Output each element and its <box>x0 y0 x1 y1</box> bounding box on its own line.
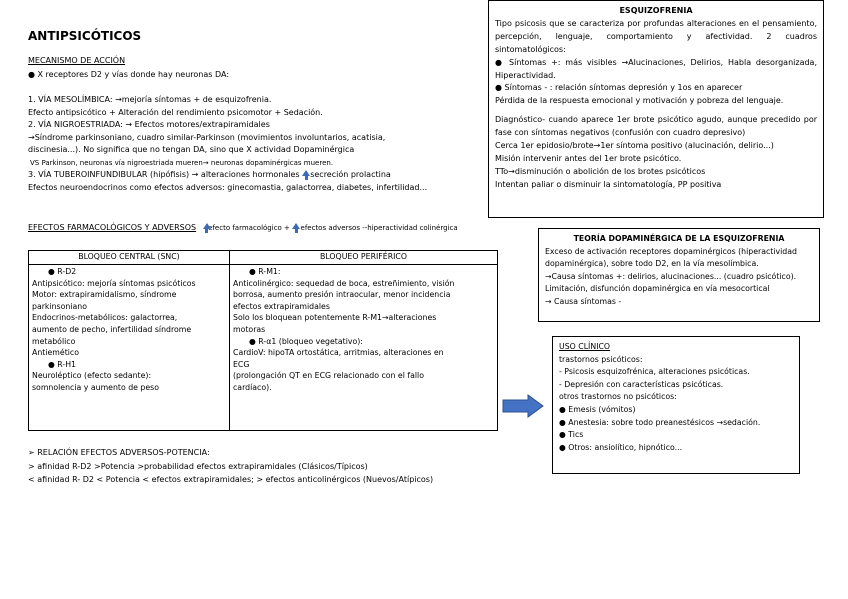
via-line: →Síndrome parkinsoniano, cuadro similar-Parkinson (movimientos involuntarios, acatisia, <box>28 132 386 142</box>
esq-paragraph: Pérdida de la respuesta emocional y motivación y pobreza del lenguaje. <box>495 96 784 106</box>
cell-line: Motor: extrapiramidalismo, síndrome <box>32 290 177 300</box>
uso-clinico-box <box>552 336 800 474</box>
cell-line: Neuroléptico (efecto sedante): <box>32 371 152 381</box>
teoria-title: TEORÍA DOPAMINÉRGICA DE LA ESQUIZOFRENIA <box>573 234 785 243</box>
table-row <box>29 265 498 431</box>
esq-paragraph: Tipo psicosis que se caracteriza por profundas alteraciones en el pensamiento, percepción, lenguaje, comportamiento y afectividad. 2 cuadros sintomatológicos: <box>495 18 817 54</box>
teoria-line: dopaminérgica), sobre todo D2, en la vía mesolímbica. <box>545 259 759 268</box>
efectos-arrow-text2: efectos adversos --hiperactividad colinérgica <box>300 224 458 232</box>
via-3-text-end: secreción prolactina <box>310 170 391 179</box>
up-arrow-icon <box>302 170 308 179</box>
teoria-line: Exceso de activación receptores dopaminérgicos (hiperactividad <box>545 246 797 256</box>
via-3-text: 3. VÍA TUBEROINFUNDIBULAR (hipófisis) → alteraciones hormonales <box>28 170 300 179</box>
via-line: VS Parkinson, neuronas vía nigroestriada mueren→ neuronas dopaminérgicas mueren. <box>30 158 334 167</box>
table-header-row <box>29 251 498 265</box>
cell-line: motoras <box>233 324 266 334</box>
esq-paragraph: Diagnóstico- cuando aparece 1er brote psicótico agudo, aunque precedido por fase con síntomas negativos (confusión con cuadro depresivo) <box>495 115 817 138</box>
uso-line: otros trastornos no psicóticos: <box>559 392 677 402</box>
relacion-line: > afinidad R-D2 >Potencia >probabilidad efectos extrapiramidales (Clásicos/Típicos) <box>28 461 368 471</box>
right-arrow-icon <box>502 394 544 418</box>
cell-line: Antiemético <box>32 348 79 358</box>
efectos-heading-row <box>28 222 458 235</box>
via-line: 1. VÍA MESOLÍMBICA: →mejoría síntomas + de esquizofrenia. <box>28 95 272 104</box>
cell-line: ● R-α1 (bloqueo vegetativo): <box>249 336 363 346</box>
via-line: Efecto antipsicótico + Alteración del rendimiento psicomotor + Sedación. <box>28 107 323 117</box>
bloqueo-table <box>28 250 498 431</box>
mecanismo-bullet: ● X receptores D2 y vías donde hay neuronas DA: <box>28 70 230 79</box>
cell-line: ECG <box>233 359 250 369</box>
cell-line: (prolongación QT en ECG relacionado con el fallo <box>233 371 424 381</box>
teoria-line: →Causa síntomas +: delirios, alucinaciones... (cuadro psicótico). <box>545 271 797 281</box>
efectos-heading: EFECTOS FARMACOLÓGICOS Y ADVERSOS <box>28 223 197 232</box>
uso-line: ● Anestesia: sobre todo preanestésicos →sedación. <box>559 417 761 427</box>
cell-line: ● R-H1 <box>48 359 77 369</box>
esq-paragraph: ● Síntomas - : relación síntomas depresión y 1os en aparecer <box>495 83 743 93</box>
cell-line: ● R-D2 <box>48 267 77 276</box>
cell-line: cardíaco). <box>233 382 272 392</box>
esq-paragraph: Misión intervenir antes del 1er brote psicótico. <box>495 153 682 163</box>
esquizofrenia-title: ESQUIZOFRENIA <box>619 6 693 15</box>
col2-cell <box>230 265 498 431</box>
efectos-arrow-text1: efecto farmacológico + <box>208 224 290 232</box>
esquizofrenia-box <box>488 0 824 218</box>
cell-line: ● R-M1: <box>249 267 281 276</box>
cell-line: somnolencia y aumento de peso <box>32 382 160 392</box>
uso-line: ● Emesis (vómitos) <box>559 404 636 414</box>
teoria-line: → Causa síntomas - <box>545 296 622 306</box>
teoria-line: Limitación, disfunción dopaminérgica en vía mesocortical <box>545 284 770 293</box>
uso-line: ● Otros: ansiolítico, hipnótico... <box>559 442 683 452</box>
via-line <box>28 169 427 182</box>
col1-cell <box>29 265 230 431</box>
cell-line: metabólico <box>32 336 76 346</box>
col2-header: BLOQUEO PERIFÉRICO <box>230 251 498 265</box>
cell-line: Anticolinérgico: sequedad de boca, estreñimiento, visión <box>233 278 455 288</box>
uso-line: trastornos psicóticos: <box>559 354 643 364</box>
cell-line: Solo los bloquean potentemente R-M1→alteraciones <box>233 313 437 323</box>
cell-line: efectos extrapiramidales <box>233 301 330 311</box>
via-line: Efectos neuroendocrinos como efectos adversos: ginecomastia, galactorrea, diabetes, infertilidad... <box>28 182 428 192</box>
esq-paragraph: Intentan paliar o disminuir la sintomatología, PP positiva <box>495 179 722 189</box>
relacion-line: ➢ RELACIÓN EFECTOS ADVERSOS-POTENCIA: <box>28 448 210 457</box>
cell-line: borrosa, aumento presión intraocular, menor incidencia <box>233 290 451 300</box>
uso-line: - Psicosis esquizofrénica, alteraciones psicóticas. <box>559 367 750 377</box>
relacion-line: < afinidad R- D2 < Potencia < efectos extrapiramidales; > efectos anticolinérgicos (Nuevos/Atípicos) <box>28 475 434 484</box>
cell-line: aumento de pecho, infertilidad síndrome <box>32 324 192 334</box>
cell-line: Antipsicótico: mejoría síntomas psicóticos <box>32 278 196 288</box>
uso-line: ● Tics <box>559 430 584 440</box>
relacion-block <box>28 446 433 487</box>
esq-paragraph: TTo→disminución o abolición de los brotes psicóticos <box>495 166 706 176</box>
uso-heading: USO CLÍNICO <box>559 342 611 351</box>
page-title: ANTIPSICÓTICOS <box>28 29 142 43</box>
mecanismo-heading: MECANISMO DE ACCIÓN <box>28 56 126 65</box>
uso-line: - Depresión con características psicóticas. <box>559 379 724 389</box>
up-arrow-icon <box>292 223 298 232</box>
via-line: discinesia...). No significa que no tengan DA, sino que X actividad Dopaminérgica <box>28 145 355 154</box>
cell-line: CardioV: hipoTA ortostática, arritmias, alteraciones en <box>233 348 444 358</box>
via-line: 2. VÍA NIGROESTRIADA: → Efectos motores/extrapiramidales <box>28 120 270 129</box>
cell-line: parkinsoniano <box>32 301 87 311</box>
esq-paragraph: Cerca 1er epidosio/brote→1er síntoma positivo (alucinación, delirio...) <box>495 141 774 151</box>
col1-header: BLOQUEO CENTRAL (SNC) <box>29 251 230 265</box>
teoria-box <box>538 228 820 322</box>
cell-line: Endocrinos-metabólicos: galactorrea, <box>32 313 178 323</box>
esq-paragraph: ● Síntomas +: más visibles →Alucinaciones, Delirios, Habla desorganizada, Hiperactividad. <box>495 57 817 80</box>
up-arrow-icon <box>203 223 209 232</box>
vias-block <box>28 94 427 194</box>
